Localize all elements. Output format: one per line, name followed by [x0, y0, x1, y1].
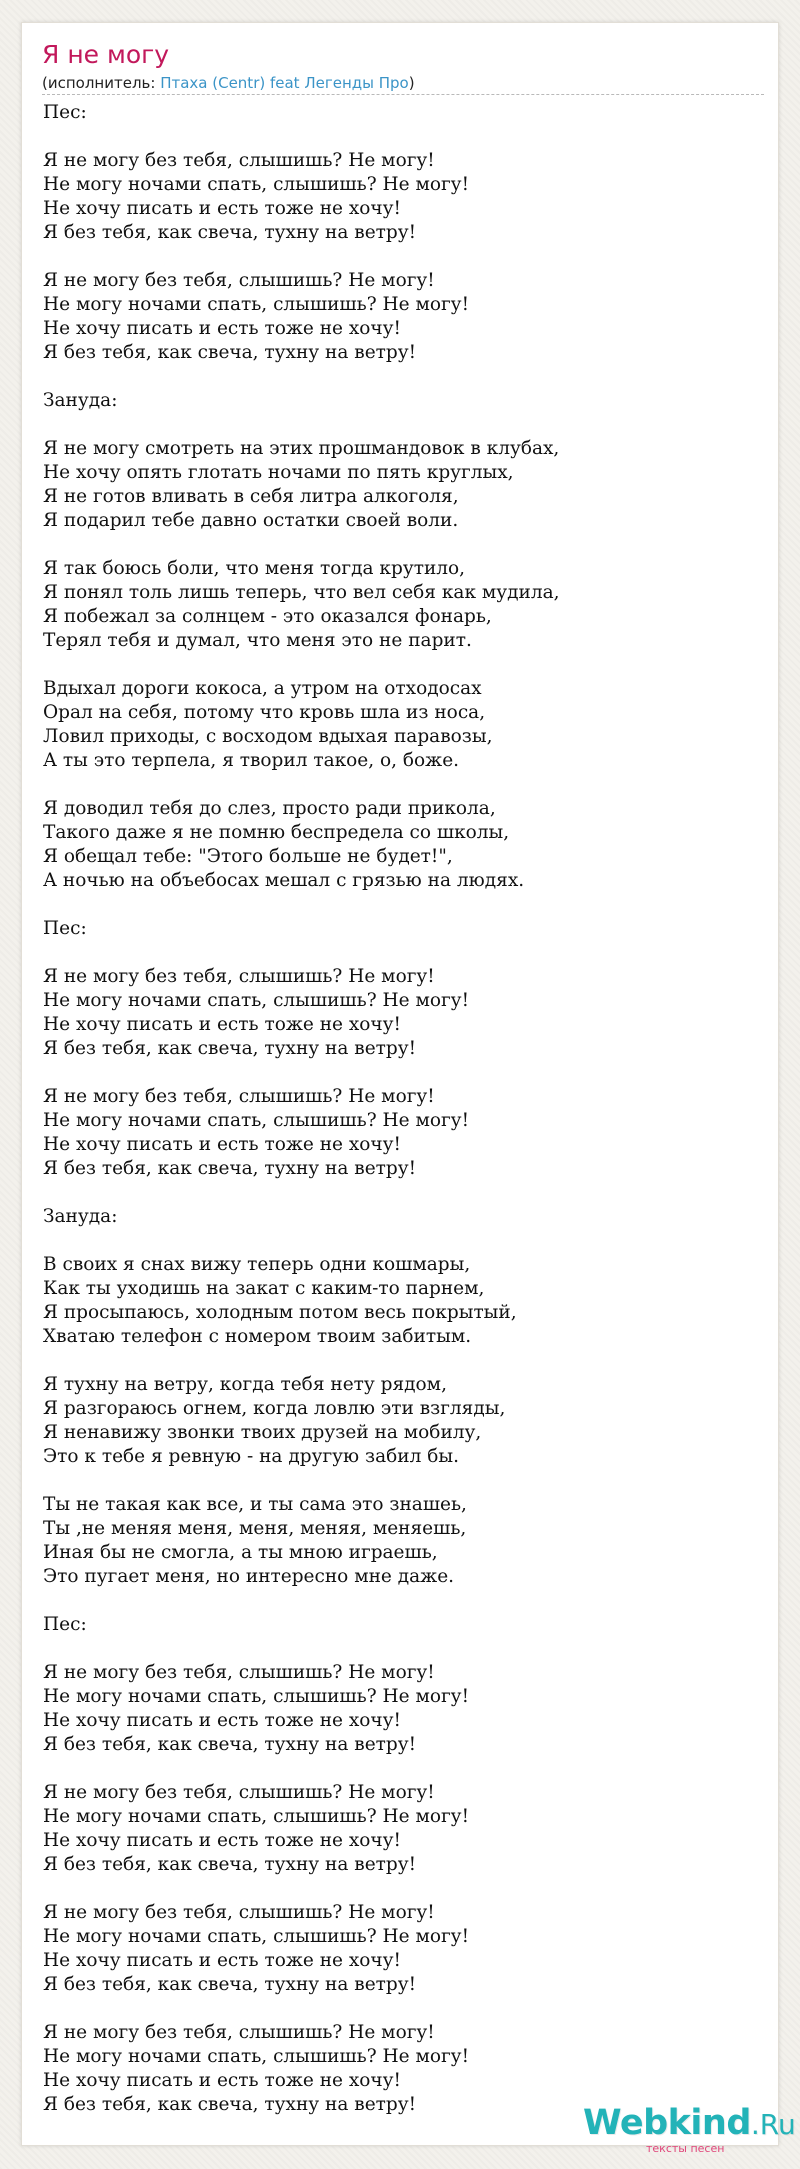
- lyrics-line: Пес:: [43, 918, 87, 939]
- lyrics-line: Не могу ночами спать, слышишь? Не могу!: [43, 174, 470, 195]
- lyrics-body: [43, 101, 768, 2141]
- lyrics-line: Я не могу смотреть на этих прошмандовок в клубах,: [43, 438, 560, 459]
- lyrics-line: Не хочу писать и есть тоже не хочу!: [43, 1830, 401, 1851]
- lyrics-line: Я не могу без тебя, слышишь? Не могу!: [43, 1086, 435, 1107]
- logo-domain: .Ru: [750, 2108, 796, 2141]
- lyrics-stanza: [43, 1205, 768, 1229]
- lyrics-stanza: [43, 1901, 768, 1997]
- lyrics-line: Я без тебя, как свеча, тухну на ветру!: [43, 1038, 417, 1059]
- lyrics-stanza: [43, 1661, 768, 1757]
- lyrics-line: Вдыхал дороги кокоса, а утром на отходосах: [43, 678, 482, 699]
- lyrics-line: Я без тебя, как свеча, тухну на ветру!: [43, 2094, 417, 2115]
- lyrics-line: А ты это терпела, я творил такое, о, боже.: [43, 750, 460, 771]
- lyrics-line: Пес:: [43, 102, 87, 123]
- lyrics-line: Я так боюсь боли, что меня тогда крутило,: [43, 558, 466, 579]
- lyrics-line: Не могу ночами спать, слышишь? Не могу!: [43, 1110, 470, 1131]
- lyrics-card: [21, 22, 779, 2146]
- lyrics-line: Не хочу писать и есть тоже не хочу!: [43, 318, 401, 339]
- lyrics-line: Орал на себя, потому что кровь шла из носа,: [43, 702, 486, 723]
- lyrics-line: Я не могу без тебя, слышишь? Не могу!: [43, 1662, 435, 1683]
- artist-suffix: ): [408, 74, 415, 92]
- lyrics-stanza: [43, 1613, 768, 1637]
- lyrics-line: Я без тебя, как свеча, тухну на ветру!: [43, 1158, 417, 1179]
- lyrics-line: Ловил приходы, с восходом вдыхая паравозы,: [43, 726, 493, 747]
- lyrics-line: Я без тебя, как свеча, тухну на ветру!: [43, 222, 417, 243]
- lyrics-line: Не могу ночами спать, слышишь? Не могу!: [43, 990, 470, 1011]
- lyrics-line: Не могу ночами спать, слышишь? Не могу!: [43, 1926, 470, 1947]
- lyrics-stanza: [43, 1373, 768, 1469]
- song-title: Я не могу: [42, 40, 170, 69]
- lyrics-line: Я разгораюсь огнем, когда ловлю эти взгляды,: [43, 1398, 506, 1419]
- lyrics-line: Я не могу без тебя, слышишь? Не могу!: [43, 966, 435, 987]
- lyrics-line: Не хочу писать и есть тоже не хочу!: [43, 1014, 401, 1035]
- lyrics-line: Я ненавижу звонки твоих друзей на мобилу,: [43, 1422, 482, 1443]
- lyrics-line: Я не готов вливать в себя литра алкоголя,: [43, 486, 459, 507]
- lyrics-stanza: [43, 677, 768, 773]
- lyrics-line: Я обещал тебе: "Этого больше не будет!",: [43, 846, 453, 867]
- lyrics-stanza: [43, 557, 768, 653]
- lyrics-line: А ночью на объебосах мешал с грязью на людях.: [43, 870, 525, 891]
- lyrics-line: Это пугает меня, но интересно мне даже.: [43, 1566, 455, 1587]
- lyrics-line: Такого даже я не помню беспредела со школы,: [43, 822, 510, 843]
- logo-brand: Webkind: [583, 2103, 751, 2143]
- lyrics-line: Я тухну на ветру, когда тебя нету рядом,: [43, 1374, 447, 1395]
- lyrics-line: Я не могу без тебя, слышишь? Не могу!: [43, 1902, 435, 1923]
- lyrics-line: Терял тебя и думал, что меня это не парит.: [43, 630, 472, 651]
- lyrics-line: Я без тебя, как свеча, тухну на ветру!: [43, 1974, 417, 1995]
- lyrics-line: Не могу ночами спать, слышишь? Не могу!: [43, 1806, 470, 1827]
- lyrics-line: Я не могу без тебя, слышишь? Не могу!: [43, 1782, 435, 1803]
- lyrics-line: Ты не такая как все, и ты сама это знашеь,: [43, 1494, 467, 1515]
- lyrics-line: В своих я снах вижу теперь одни кошмары,: [43, 1254, 471, 1275]
- lyrics-line: Зануда:: [43, 1206, 118, 1227]
- lyrics-line: Как ты уходишь на закат с каким-то парнем,: [43, 1278, 485, 1299]
- lyrics-stanza: [43, 269, 768, 365]
- lyrics-line: Зануда:: [43, 390, 118, 411]
- lyrics-line: Я не могу без тебя, слышишь? Не могу!: [43, 270, 435, 291]
- lyrics-line: Я просыпаюсь, холодным потом весь покрытый,: [43, 1302, 517, 1323]
- lyrics-stanza: [43, 797, 768, 893]
- lyrics-stanza: [43, 389, 768, 413]
- lyrics-line: Иная бы не смогла, а ты мною играешь,: [43, 1542, 438, 1563]
- lyrics-stanza: [43, 1493, 768, 1589]
- lyrics-stanza: [43, 1253, 768, 1349]
- lyrics-stanza: [43, 965, 768, 1061]
- artist-link[interactable]: Птаха (Centr) feat Легенды Про: [160, 74, 409, 92]
- lyrics-line: Пес:: [43, 1614, 87, 1635]
- lyrics-line: Я доводил тебя до слез, просто ради прикола,: [43, 798, 496, 819]
- webkind-logo[interactable]: [583, 2105, 796, 2143]
- lyrics-stanza: [43, 917, 768, 941]
- lyrics-line: Не хочу писать и есть тоже не хочу!: [43, 1710, 401, 1731]
- lyrics-stanza: [43, 1781, 768, 1877]
- lyrics-stanza: [43, 149, 768, 245]
- lyrics-line: Не могу ночами спать, слышишь? Не могу!: [43, 294, 470, 315]
- lyrics-line: Ты ,не меняя меня, меня, меняя, меняешь,: [43, 1518, 467, 1539]
- lyrics-line: Я подарил тебе давно остатки своей воли.: [43, 510, 459, 531]
- lyrics-line: Я без тебя, как свеча, тухну на ветру!: [43, 342, 417, 363]
- lyrics-line: Я понял толь лишь теперь, что вел себя как мудила,: [43, 582, 560, 603]
- lyrics-line: Я без тебя, как свеча, тухну на ветру!: [43, 1854, 417, 1875]
- lyrics-stanza: [43, 1085, 768, 1181]
- lyrics-line: Я не могу без тебя, слышишь? Не могу!: [43, 2022, 435, 2043]
- lyrics-line: Я не могу без тебя, слышишь? Не могу!: [43, 150, 435, 171]
- lyrics-line: Не хочу писать и есть тоже не хочу!: [43, 198, 401, 219]
- lyrics-line: Не хочу писать и есть тоже не хочу!: [43, 1950, 401, 1971]
- lyrics-line: Я побежал за солнцем - это оказался фонарь,: [43, 606, 492, 627]
- artist-line: [42, 73, 415, 93]
- lyrics-line: Не хочу опять глотать ночами по пять круглых,: [43, 462, 514, 483]
- artist-prefix: (исполнитель:: [42, 74, 161, 92]
- lyrics-stanza: [43, 101, 768, 125]
- lyrics-line: Не хочу писать и есть тоже не хочу!: [43, 2070, 401, 2091]
- lyrics-line: Не могу ночами спать, слышишь? Не могу!: [43, 2046, 470, 2067]
- header-divider: [42, 94, 764, 95]
- lyrics-line: Не хочу писать и есть тоже не хочу!: [43, 1134, 401, 1155]
- logo-tagline: тексты песен: [646, 2142, 725, 2155]
- lyrics-line: Хватаю телефон с номером твоим забитым.: [43, 1326, 472, 1347]
- lyrics-line: Не могу ночами спать, слышишь? Не могу!: [43, 1686, 470, 1707]
- lyrics-line: Я без тебя, как свеча, тухну на ветру!: [43, 1734, 417, 1755]
- lyrics-line: Это к тебе я ревную - на другую забил бы.: [43, 1446, 459, 1467]
- lyrics-stanza: [43, 437, 768, 533]
